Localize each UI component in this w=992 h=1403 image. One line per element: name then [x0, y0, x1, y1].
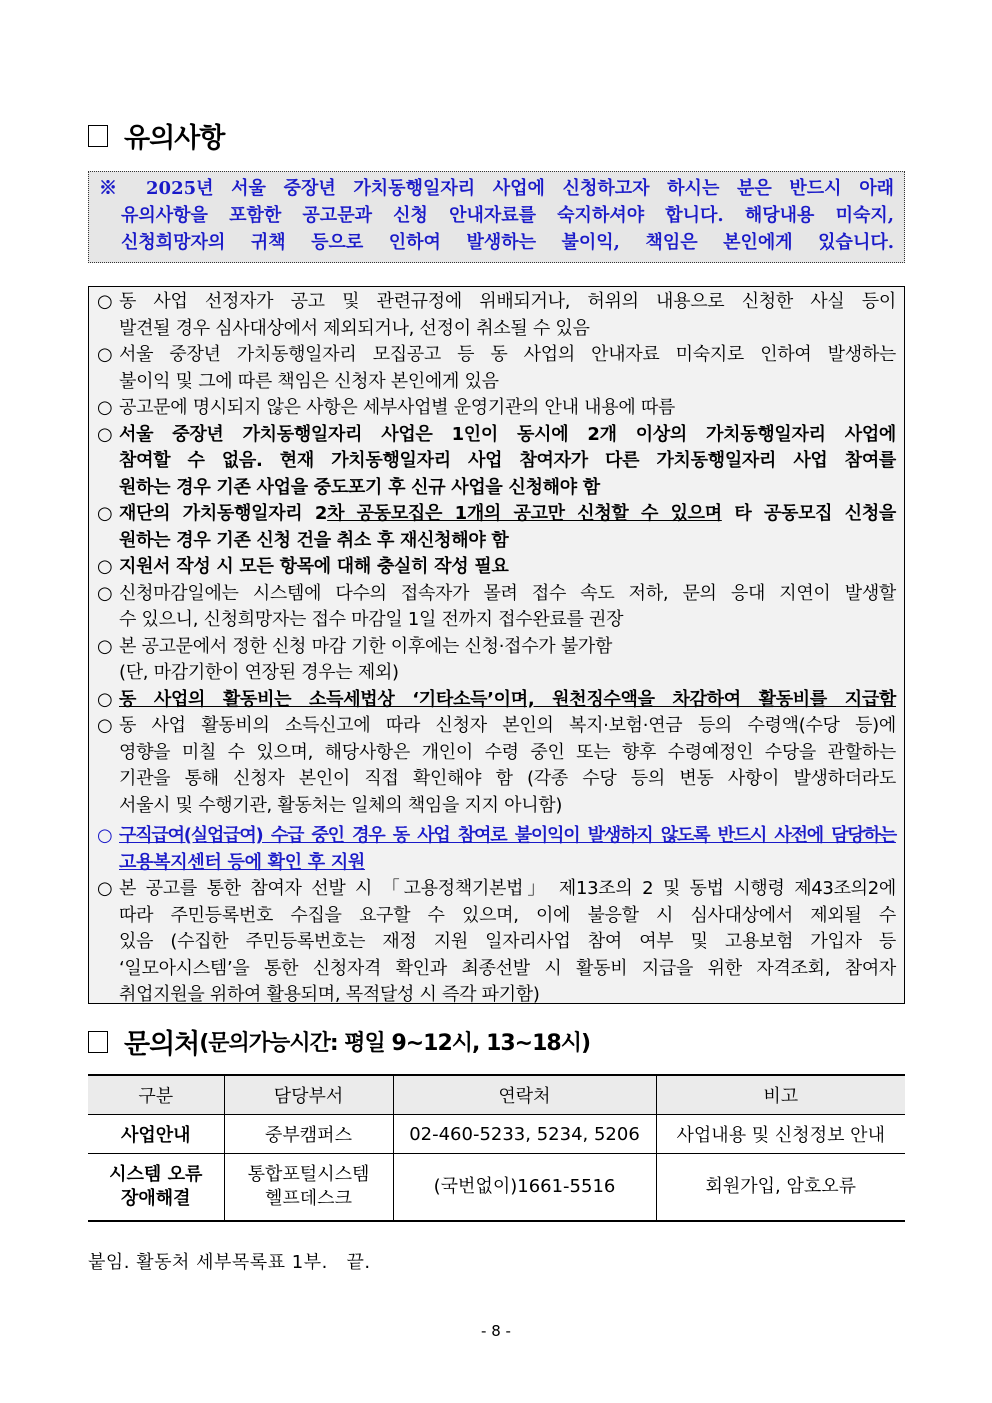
circle-bullet-icon: ○ [97, 344, 113, 365]
checkbox-square-icon [88, 1031, 108, 1053]
section-title-text: 문의처 [124, 1029, 200, 1060]
cell-category [88, 1154, 224, 1222]
notice-box [88, 171, 905, 263]
item-line: 서울 중장년 가치동행일자리 사업은 1인이 동시에 2개 이상의 가치동행일자리 사업에 [119, 423, 896, 445]
cell-category: 사업안내 [88, 1115, 224, 1154]
list-item-highlight [97, 823, 896, 876]
list-item-bold [97, 554, 896, 581]
item-line: 발견될 경우 심사대상에서 제외되거나, 선정이 취소될 수 있음 [119, 317, 590, 339]
cell-dept [224, 1154, 393, 1222]
item-line: 원하는 경우 기존 신청 건을 취소 후 재신청해야 함 [119, 529, 509, 551]
item-line: 동 사업 선정자가 공고 및 관련규정에 위배되거나, 허위의 내용으로 신청한 사실 등이 [119, 291, 896, 312]
list-item-bold [97, 501, 896, 554]
column-header: 구분 [88, 1075, 224, 1115]
column-header: 비고 [656, 1075, 905, 1115]
attachment-note: 붙임. 활동처 세부목록표 1부. 끝. [88, 1252, 371, 1273]
circle-bullet-icon: ○ [97, 503, 113, 524]
cell-contact: (국번없이)1661-5516 [393, 1154, 656, 1222]
list-item [97, 581, 896, 634]
checkbox-square-icon [88, 125, 108, 147]
circle-bullet-icon: ○ [97, 688, 113, 710]
item-line: 기관을 통해 신청자 본인이 직접 확인해야 함 (각종 수당 등의 변동 사항이 발생하더라도 [119, 768, 896, 789]
item-text-underlined: 차 공동모집은 1개의 공고만 신청할 수 있으며 [327, 503, 722, 524]
list-item [97, 289, 896, 342]
column-header: 연락처 [393, 1075, 656, 1115]
item-line: 동 사업 활동비의 소득신고에 따라 신청자 본인의 복지·보험·연금 등의 수령액(수당 등)에 [119, 715, 896, 736]
circle-bullet-icon: ○ [97, 423, 113, 445]
list-item [97, 876, 896, 1009]
section-subtitle: (문의가능시간: 평일 9~12시, 13~18시) [199, 1031, 591, 1056]
item-line: 영향을 미칠 수 있으며, 해당사항은 개인이 수령 중인 또는 향후 수령예정인 수당을 관할하는 [119, 741, 896, 763]
circle-bullet-icon: ○ [97, 635, 113, 657]
item-text: 재단의 가치동행일자리 2 [119, 503, 328, 524]
item-line-underlined: 고용복지센터 등에 확인 후 지원 [119, 851, 366, 873]
cell-line: 장애해결 [120, 1188, 191, 1209]
notes-list-box [88, 286, 905, 1004]
list-item [97, 634, 896, 687]
item-line-underlined: 동 사업의 활동비는 소득세법상 ‘기타소득’이며, 원천징수액을 차감하여 활동비를 지급함 [119, 688, 896, 710]
item-line: 참여할 수 없음. 현재 가치동행일자리 사업 참여자가 다른 가치동행일자리 사업 참여를 [119, 450, 896, 471]
item-line: 공고문에 명시되지 않은 사항은 세부사업별 운영기관의 안내 내용에 따름 [119, 397, 676, 418]
list-item [97, 342, 896, 395]
notice-line: 신청희망자의 귀책 등으로 인하여 발생하는 불이익, 책임은 본인에게 있습니다. [121, 232, 894, 253]
item-line: (단, 마감기한이 연장된 경우는 제외) [119, 662, 399, 683]
list-item [97, 713, 896, 819]
section-title-text: 유의사항 [124, 123, 225, 154]
item-line: 서울시 및 수행기관, 활동처는 일체의 책임을 지지 아니함) [119, 794, 563, 816]
cell-line: 시스템 오류 [109, 1164, 203, 1185]
item-line: 서울 중장년 가치동행일자리 모집공고 등 동 사업의 안내자료 미숙지로 인하여 발생하는 [119, 344, 896, 365]
table-row [88, 1154, 905, 1222]
item-text: 타 공동모집 신청을 [721, 503, 896, 524]
circle-bullet-icon: ○ [97, 397, 113, 418]
column-header: 담당부서 [224, 1075, 393, 1115]
contact-table [88, 1074, 905, 1222]
item-line [119, 501, 896, 528]
circle-bullet-icon: ○ [97, 556, 113, 577]
cell-dept: 중부캠퍼스 [224, 1115, 393, 1154]
list-item [97, 395, 896, 422]
cell-line: 통합포털시스템 [247, 1164, 370, 1185]
circle-bullet-icon: ○ [97, 825, 113, 846]
table-header-row [88, 1075, 905, 1115]
item-line: 원하는 경우 기존 사업을 중도포기 후 신규 사업을 신청해야 함 [119, 476, 600, 498]
circle-bullet-icon: ○ [97, 715, 113, 736]
circle-bullet-icon: ○ [97, 582, 113, 604]
item-line: 있음 (수집한 주민등록번호는 재정 지원 일자리사업 참여 여부 및 고용보험 가입자 등 [119, 931, 896, 952]
item-line: 수 있으니, 신청희망자는 접수 마감일 1일 전까지 접수완료를 권장 [119, 609, 624, 630]
item-line: 신청마감일에는 시스템에 다수의 접속자가 몰려 접수 속도 저하, 문의 응대 지연이 발생할 [119, 582, 896, 604]
table-row [88, 1115, 905, 1154]
item-line: 따라 주민등록번호 수집을 요구할 수 있으며, 이에 불응할 시 심사대상에서 제외될 수 [119, 904, 896, 926]
item-line: 지원서 작성 시 모든 항목에 대해 충실히 작성 필요 [119, 556, 509, 577]
page-number: - 8 - [481, 1322, 511, 1340]
notice-line: 유의사항을 포함한 공고문과 신청 안내자료를 숙지하셔야 합니다. 해당내용 미숙지, [121, 205, 894, 226]
item-line: 불이익 및 그에 따른 책임은 신청자 본인에게 있음 [119, 370, 499, 392]
section-title-contact [88, 1022, 590, 1061]
section-title-notes [88, 116, 224, 155]
cell-contact: 02-460-5233, 5234, 5206 [393, 1115, 656, 1154]
notice-line: ※ 2025년 서울 중장년 가치동행일자리 사업에 신청하고자 하시는 분은 반드시 아래 [99, 178, 894, 199]
item-line-underlined: 구직급여(실업급여) 수급 중인 경우 동 사업 참여로 불이익이 발생하지 않도록 반드시 사전에 담당하는 [119, 825, 896, 846]
list-item-bold [97, 687, 896, 714]
cell-line: 헬프데스크 [265, 1188, 352, 1209]
cell-note: 사업내용 및 신청정보 안내 [656, 1115, 905, 1154]
list-item-bold [97, 422, 896, 502]
circle-bullet-icon: ○ [97, 291, 113, 312]
item-line: 본 공고문에서 정한 신청 마감 기한 이후에는 신청·접수가 불가함 [119, 635, 613, 657]
cell-note: 회원가입, 암호오류 [656, 1154, 905, 1222]
item-line: 본 공고를 통한 참여자 선발 시 「고용정책기본법」 제13조의 2 및 동법 시행령 제43조의2에 [119, 878, 896, 899]
item-line: 취업지원을 위하여 활용되며, 목적달성 시 즉각 파기함) [119, 984, 540, 1005]
item-line: ‘일모아시스템’을 통한 신청자격 확인과 최종선발 시 활동비 지급을 위한 자격조회, 참여자 [119, 957, 896, 979]
circle-bullet-icon: ○ [97, 878, 113, 899]
